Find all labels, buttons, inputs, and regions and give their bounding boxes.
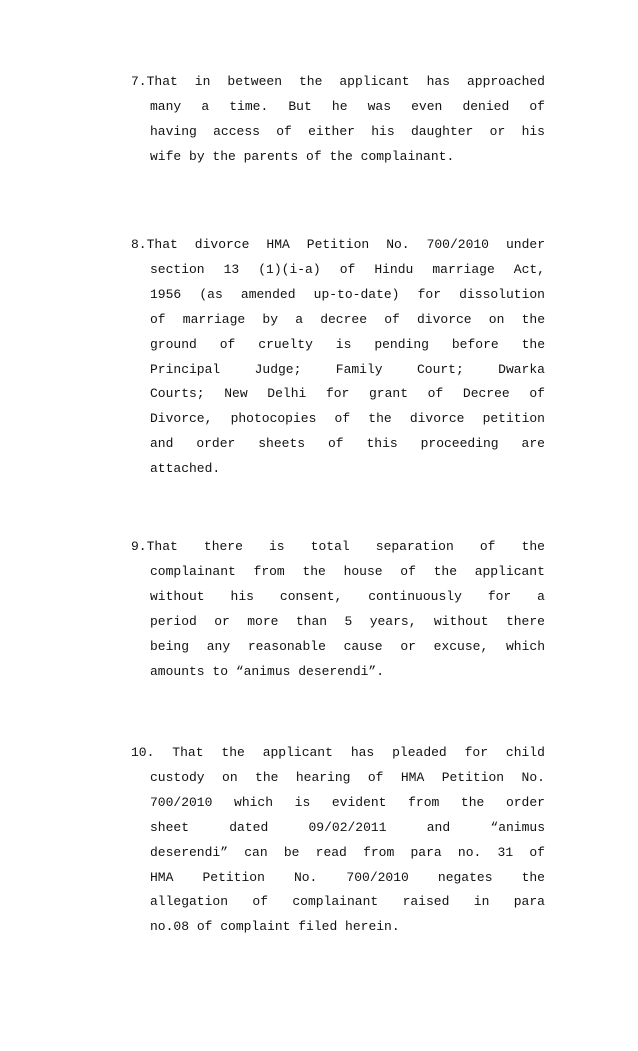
paragraph-line: period or more than 5 years, without there [150, 613, 545, 629]
paragraph-line: Principal Judge; Family Court; Dwarka [150, 361, 545, 377]
paragraph-line: complainant from the house of the applicant [150, 563, 545, 579]
paragraph-line: ground of cruelty is pending before the [150, 336, 545, 352]
paragraph-line: attached. [150, 461, 221, 477]
paragraph-line: Courts; New Delhi for grant of Decree of [150, 386, 545, 402]
paragraph-line: no.08 of complaint filed herein. [150, 919, 400, 935]
paragraph-line: Divorce, photocopies of the divorce petition [150, 411, 545, 427]
paragraph-line: allegation of complainant raised in para [150, 894, 545, 910]
paragraph-line: 7.That in between the applicant has approached [131, 74, 545, 89]
paragraph-line: 8.That divorce HMA Petition No. 700/2010 under [131, 237, 545, 252]
paragraph-line: 10. That the applicant has pleaded for child [131, 745, 545, 760]
paragraph-line: 9.That there is total separation of the [131, 539, 545, 554]
paragraph-line: 1956 (as amended up-to-date) for dissolution [150, 286, 545, 302]
paragraph-line: without his consent, continuously for a [150, 588, 545, 604]
paragraph-line: and order sheets of this proceeding are [150, 436, 545, 452]
paragraph-line: wife by the parents of the complainant. [150, 148, 455, 164]
paragraph-line: of marriage by a decree of divorce on the [150, 311, 545, 327]
paragraph-line: being any reasonable cause or excuse, which [150, 638, 545, 654]
paragraph-line: custody on the hearing of HMA Petition No. [150, 769, 545, 785]
paragraph-line: deserendi” can be read from para no. 31 of [150, 844, 545, 860]
paragraph-line: HMA Petition No. 700/2010 negates the [150, 869, 545, 885]
paragraph-line: amounts to “animus deserendi”. [150, 663, 385, 679]
paragraph-line: section 13 (1)(i-a) of Hindu marriage Act, [150, 261, 545, 277]
paragraph-line: sheet dated 09/02/2011 and “animus [150, 819, 545, 835]
paragraph-line: 700/2010 which is evident from the order [150, 794, 545, 810]
paragraph-line: having access of either his daughter or his [150, 123, 545, 139]
paragraph-line: many a time. But he was even denied of [150, 98, 545, 114]
